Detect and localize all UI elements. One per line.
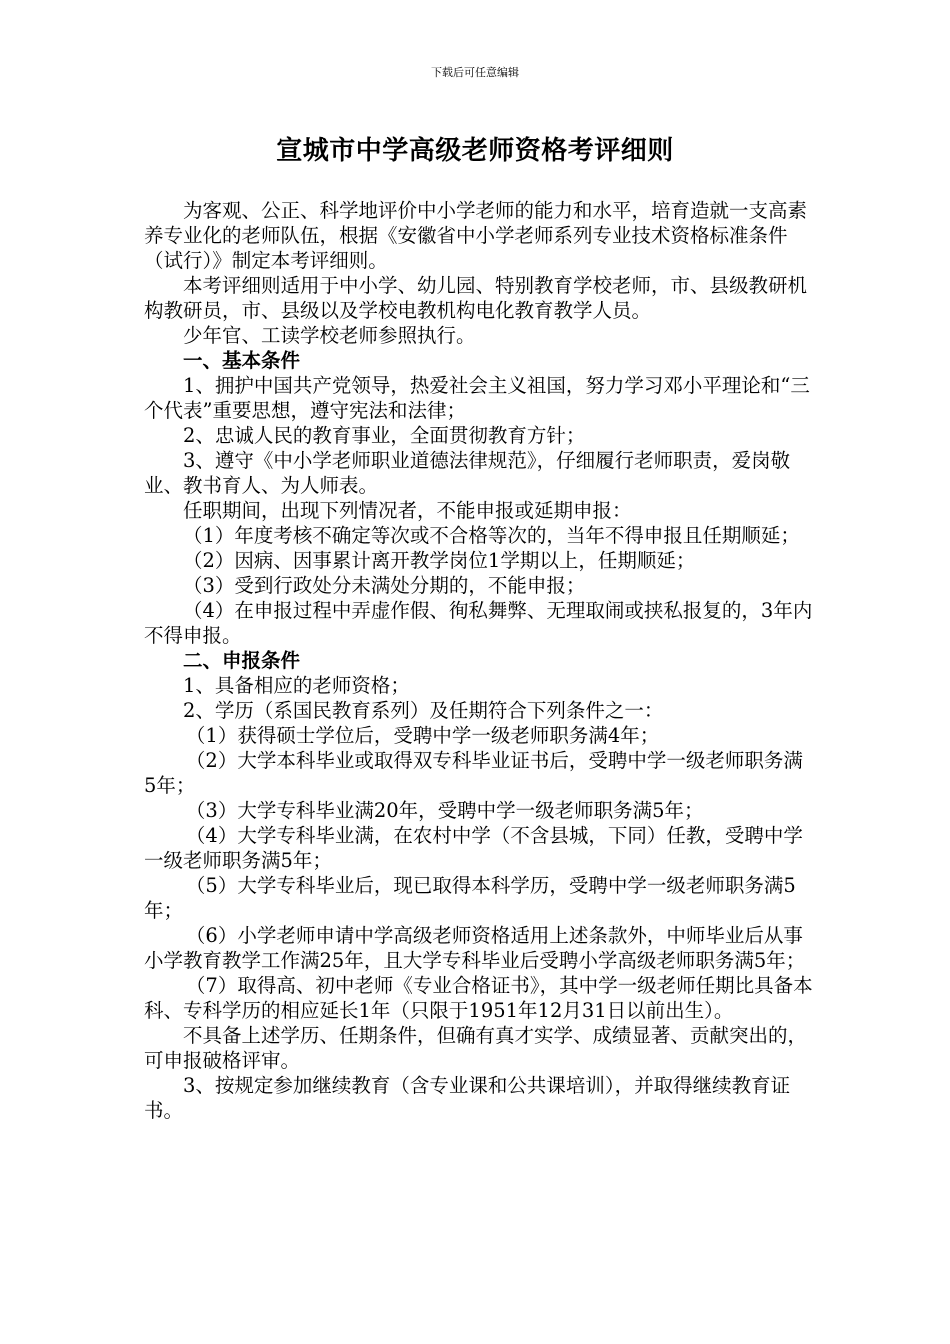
header-note: 下载后可任意编辑	[431, 66, 519, 79]
list-item: （3）受到行政处分未满处分期的，不能申报；	[183, 574, 586, 597]
list-item: （1）获得硕士学位后，受聘中学一级老师职务满4年；	[185, 724, 660, 747]
section-heading-application-conditions: 二、申报条件	[183, 649, 301, 672]
list-item: （4）大学专科毕业满，在农村中学（不含县城，下同）任教，受聘中学一级老师职务满5年；	[144, 824, 803, 872]
list-item: （5）大学专科毕业后，现已取得本科学历，受聘中学一级老师职务满5年；	[144, 874, 796, 922]
list-item: 2、学历（系国民教育系列）及任期符合下列条件之一：	[183, 699, 664, 722]
paragraph-intro: 为客观、公正、科学地评价中小学老师的能力和水平，培育造就一支高素养专业化的老师队伍，根据《安徽省中小学老师系列专业技术资格标准条件（试行）》制定本考评细则。	[144, 199, 808, 272]
list-item: （6）小学老师申请中学高级老师资格适用上述条款外，中师毕业后从事小学教育教学工作满25年，且大学专科毕业后受聘小学高级老师职务满5年；	[144, 924, 806, 972]
list-item: 1、拥护中国共产党领导，热爱社会主义祖国，努力学习邓小平理论和“三个代表”重要思想，遵守宪法和法律；	[144, 374, 810, 422]
paragraph-restrictions: 任职期间，出现下列情况者，不能申报或延期申报：	[183, 499, 632, 522]
list-item: 2、忠诚人民的教育事业，全面贯彻教育方针；	[183, 424, 586, 447]
document-title: 宣城市中学高级老师资格考评细则	[276, 136, 674, 166]
list-item: （1）年度考核不确定等次或不合格等次的，当年不得申报且任期顺延；	[183, 524, 800, 547]
section-heading-basic-conditions: 一、基本条件	[183, 349, 301, 372]
list-item: （2）因病、因事累计离开教学岗位1学期以上，任期顺延；	[183, 549, 696, 572]
list-item: （3）大学专科毕业满20年，受聘中学一级老师职务满5年；	[185, 799, 704, 822]
paragraph-scope: 本考评细则适用于中小学、幼儿园、特别教育学校老师，市、县级教研机构教研员，市、县级以及学校电教机构电化教育教学人员。	[144, 274, 808, 322]
list-item: （4）在申报过程中弄虚作假、徇私舞弊、无理取闹或挟私报复的，3年内不得申报。	[144, 599, 813, 647]
list-item: 1、具备相应的老师资格；	[183, 674, 410, 697]
paragraph-exception: 不具备上述学历、任期条件，但确有真才实学、成绩显著、贡献突出的，可申报破格评审。	[144, 1024, 808, 1072]
list-item: （2）大学本科毕业或取得双专科毕业证书后，受聘中学一级老师职务满5年；	[144, 749, 803, 797]
paragraph-reference: 少年官、工读学校老师参照执行。	[183, 324, 476, 347]
document-body	[144, 198, 814, 1123]
list-item: 3、遵守《中小学老师职业道德法律规范》，仔细履行老师职责，爱岗敬业、教书育人、为人师表。	[144, 449, 791, 497]
list-item: 3、按规定参加继续教育（含专业课和公共课培训），并取得继续教育证书。	[144, 1074, 791, 1122]
list-item: （7）取得高、初中老师《专业合格证书》，其中学一级老师任期比具备本科、专科学历的相应延长1年（只限于1951年12月31日以前出生）。	[144, 974, 813, 1022]
